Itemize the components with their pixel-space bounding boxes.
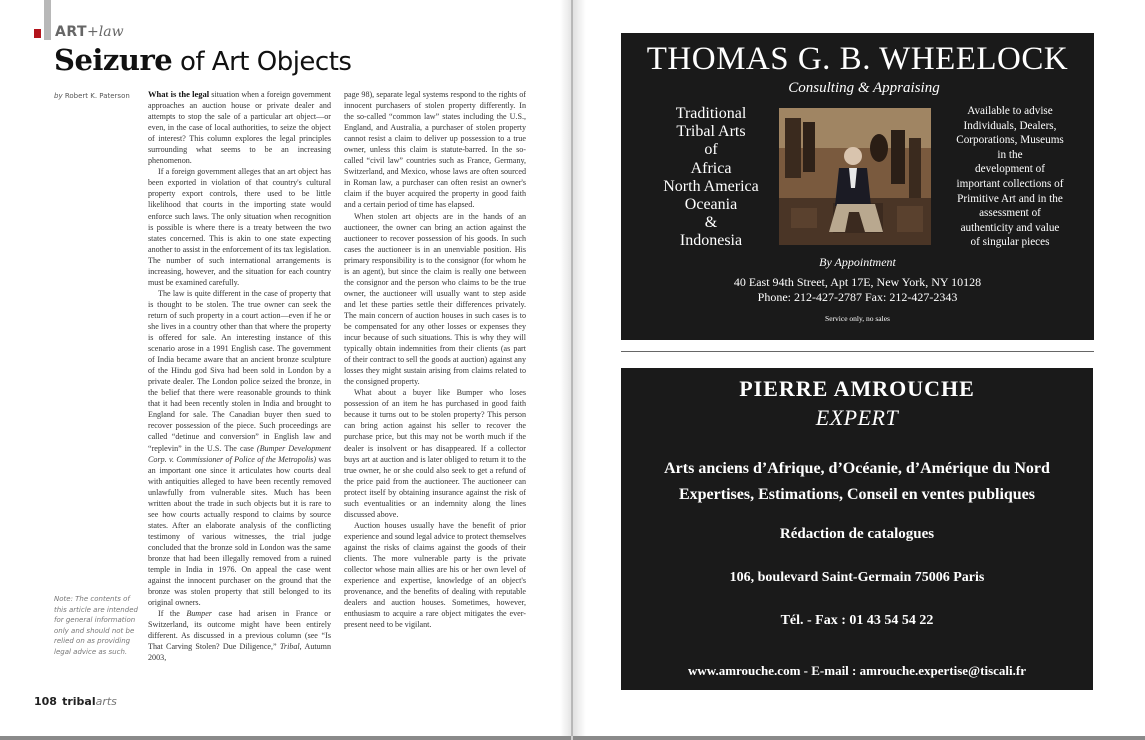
- advertiser-title: EXPERT: [815, 405, 899, 430]
- disclaimer-note: Note: The contents of this article are intended for general information only and should not be relied on as providing legal advice as such.: [54, 595, 138, 656]
- paragraph-text: situation when a foreign government approaches an auction house or private dealer and attempts to stop the sale of a particular art object—or even, in the case of local authorities, to seize the object of interest? This column explores the legal principles surrounding what seems to be an increasing phenomenon.: [148, 90, 331, 166]
- service-line: development of: [975, 163, 1045, 176]
- paragraph: Auction houses usually have the benefit of prior experience and sound legal advice to protect themselves against the risks of claims against the goods of their clients. The more vulnerable party is the private collector whose main allies are his or her own level of experience and expertise, knowledge of an object's provenance, and the benefits of dealing with reputable dealers and auction houses. Sometimes, however, enthusiasm to acquire a rare object mitigates the ever-present need to be vigilant.: [344, 520, 526, 630]
- section-marker: [34, 29, 41, 38]
- paragraph: [148, 608, 331, 663]
- portrait-photo-illustration: [779, 108, 931, 245]
- folio-magazine-arts: arts: [95, 695, 117, 708]
- folio-magazine-tribal: tribal: [62, 695, 96, 708]
- street-address: 106, boulevard Saint-Germain 75006 Paris: [729, 570, 985, 585]
- advertiser-name: THOMAS G. B. WHEELOCK: [646, 41, 1069, 77]
- specialty-line: of: [704, 141, 718, 159]
- advertiser-subtitle: Consulting & Appraising: [788, 80, 940, 96]
- portrait-photo: [779, 108, 931, 245]
- specialty-line: Indonesia: [679, 232, 743, 250]
- paragraph: If a foreign government alleges that an art object has been exported in violation of that country's cultural property export controls, there used to be little likelihood that courts in the importing state would enforce such laws. The only situation when recognition is possible is where there is a treaty between the two states concerned. This is akin to one state expecting another to assist in the enforcement of its tax legislation. The number of such international arrangements is increasing, however, and the situation for each country must be examined carefully.: [148, 167, 331, 287]
- service-line: important collections of: [956, 177, 1064, 190]
- article-column-1: [148, 89, 331, 663]
- service-line: Individuals, Dealers,: [963, 119, 1057, 132]
- ad-divider: [621, 351, 1094, 352]
- web-email: www.amrouche.com - E-mail : amrouche.expertise@tiscali.fr: [688, 663, 1026, 678]
- paragraph: What about a buyer like Bumper who loses possession of an item he has purchased in good faith because it turns out to be stolen property? This person can bring action against his seller to recover the purchase price, but this may not be worth much if the dealer is insolvent or has disappeared. If a collector buys art at auction and is later obliged to return it to the true owner, he or she could also seek to get a refund of the price paid from the auctioneer. The auctioneer can protect itself by obtaining insurance against the risk of such eventualities or an indemnity along the lines discussed above.: [344, 388, 526, 519]
- byline-prefix: by: [54, 92, 63, 100]
- paragraph-text: If the: [158, 609, 180, 619]
- services-description: [935, 104, 1085, 250]
- amrouche-advertisement: [621, 368, 1093, 690]
- section-kicker-main: ART: [55, 24, 88, 40]
- specialty-line: Tribal Arts: [676, 123, 746, 141]
- service-line: Primitive Art and in the: [957, 192, 1063, 205]
- service-line: assessment of: [979, 207, 1041, 220]
- paragraph: page 98), separate legal systems respond to the rights of innocent purchasers of stolen property differently. In the so-called “common law” states including the U.S., England, and Australia, a purchaser of stolen property cannot resist a claim to deliver up possession to a true owner, unless this claim is statute-barred. In the so-called “civil law” countries such as France, Germany, Switzerland, and Mexico, whose laws are often sourced in Roman law, a purchaser can often resist an owner's claim if the buyer acquired the property in good faith and a certain period of time has elapsed.: [344, 90, 526, 210]
- article-title: [54, 43, 352, 77]
- case-short-name: Bumper: [186, 609, 212, 619]
- contact-block: [621, 275, 1094, 305]
- paragraph-text: , Autumn 2003,: [148, 642, 331, 663]
- left-page: [0, 0, 571, 736]
- right-page: [573, 0, 1145, 736]
- service-line: Corporations, Museums: [956, 134, 1064, 147]
- specialty-line: &: [704, 214, 718, 232]
- specialty-line: Africa: [690, 159, 732, 177]
- service-line: Available to advise: [967, 105, 1053, 117]
- phone-fax: Tél. - Fax : 01 43 54 54 22: [780, 613, 934, 628]
- paragraph: When stolen art objects are in the hands of an auctioneer, the owner can bring an action against the auctioneer to recover possession of his goods. In such cases the auctioneer is in an unenviable position. His primary responsibility is to the consignor (for whom he is an agent), but since the claim is really one between the consignor and the person who claims to be the true owner, the auctioneer will usually want to step aside and let these parties settle their differences privately. The main concern of auction houses in such cases is to be compensated for any other losses or expenses they incur because of such situations. This is why they will typically obtain indemnities from their clients (as part of their contract to sell the goods at auction) against any losses they might sustain arising from claims related to the consigned property.: [344, 211, 526, 387]
- paragraph-text: case had arisen in France or Switzerland, its outcome might have been entirely different. As discussed in a previous column (see “Is That Carving Stolen? Due Diligence,”: [148, 609, 331, 652]
- advertiser-name: PIERRE AMROUCHE: [739, 376, 975, 401]
- specialty-line: Traditional: [675, 105, 747, 122]
- lead-in: What is the legal: [148, 89, 210, 99]
- article-column-2: [344, 89, 526, 630]
- section-tab-bar: [44, 0, 51, 40]
- specialty-line: Oceania: [684, 196, 738, 214]
- page-number: 108: [34, 695, 57, 708]
- paragraph: [148, 89, 331, 166]
- paragraph: [148, 288, 331, 608]
- byline-author: Robert K. Paterson: [64, 92, 130, 100]
- specialties-list: [633, 105, 789, 251]
- service-note: Service only, no sales: [825, 314, 890, 323]
- byline: [54, 92, 130, 100]
- service-line: of singular pieces: [970, 236, 1050, 249]
- street-address: 40 East 94th Street, Apt 17E, New York, NY 10128: [733, 275, 982, 289]
- services-line: Expertises, Estimations, Conseil en ventes publiques: [678, 486, 1036, 503]
- wheelock-advertisement: [621, 33, 1094, 340]
- appointment-note: By Appointment: [819, 255, 896, 269]
- magazine-name: Tribal: [279, 642, 300, 652]
- section-kicker-sub: +law: [87, 24, 124, 40]
- catalogue-line: Rédaction de catalogues: [779, 526, 935, 542]
- phone-fax: Phone: 212-427-2787 Fax: 212-427-2343: [757, 290, 958, 304]
- case-name: (Bumper Development Corp. v. Commissioner of Police of the Metropolis): [148, 443, 331, 464]
- service-line: in the: [997, 148, 1023, 161]
- service-line: authenticity and value: [960, 221, 1060, 234]
- specialties-line: Arts anciens d’Afrique, d’Océanie, d’Amérique du Nord: [664, 460, 1050, 477]
- section-kicker: [55, 24, 124, 40]
- paragraph-text: was an important one since it articulates how courts deal with antiquities alleged to have been recently removed unlawfully from vulnerable sites. Much has been written about the trade in such objects but it is rare to see how courts actually respond to claims by source states. After an elaborate analysis of the conflicting testimony of various witnesses, the trial judge concluded that the bronze sold in London was the same bronze that had been illegally removed from a ruined temple in India in 1976. On appeal the case went against the innocent purchaser on the ground that the bronze was stolen property that still belonged to its original owners.: [148, 454, 331, 608]
- article-title-rest: of Art Objects: [172, 47, 352, 77]
- folio: [34, 690, 117, 709]
- paragraph-text: The law is quite different in the case of property that is thought to be stolen. The true owner can seek the return of such property in a court action—even if he or she lives in a country other than that where the property is offered for sale. An interesting instance of this scenario arose in a 1991 English case. The government of India became aware that an ancient bronze sculpture of the Hindu god Siva had been sold in London by a private dealer. The London police seized the bronze, in the belief that there were reasonable grounds to think that it had been recently stolen in India and brought to England for sale. The Canadian buyer then sued to recover possession of the piece. Such proceedings are called “detinue and conversion” in English law and “replevin” in the U.S. The case: [148, 288, 331, 453]
- specialty-line: North America: [663, 177, 759, 195]
- article-title-strong: Seizure: [54, 43, 173, 77]
